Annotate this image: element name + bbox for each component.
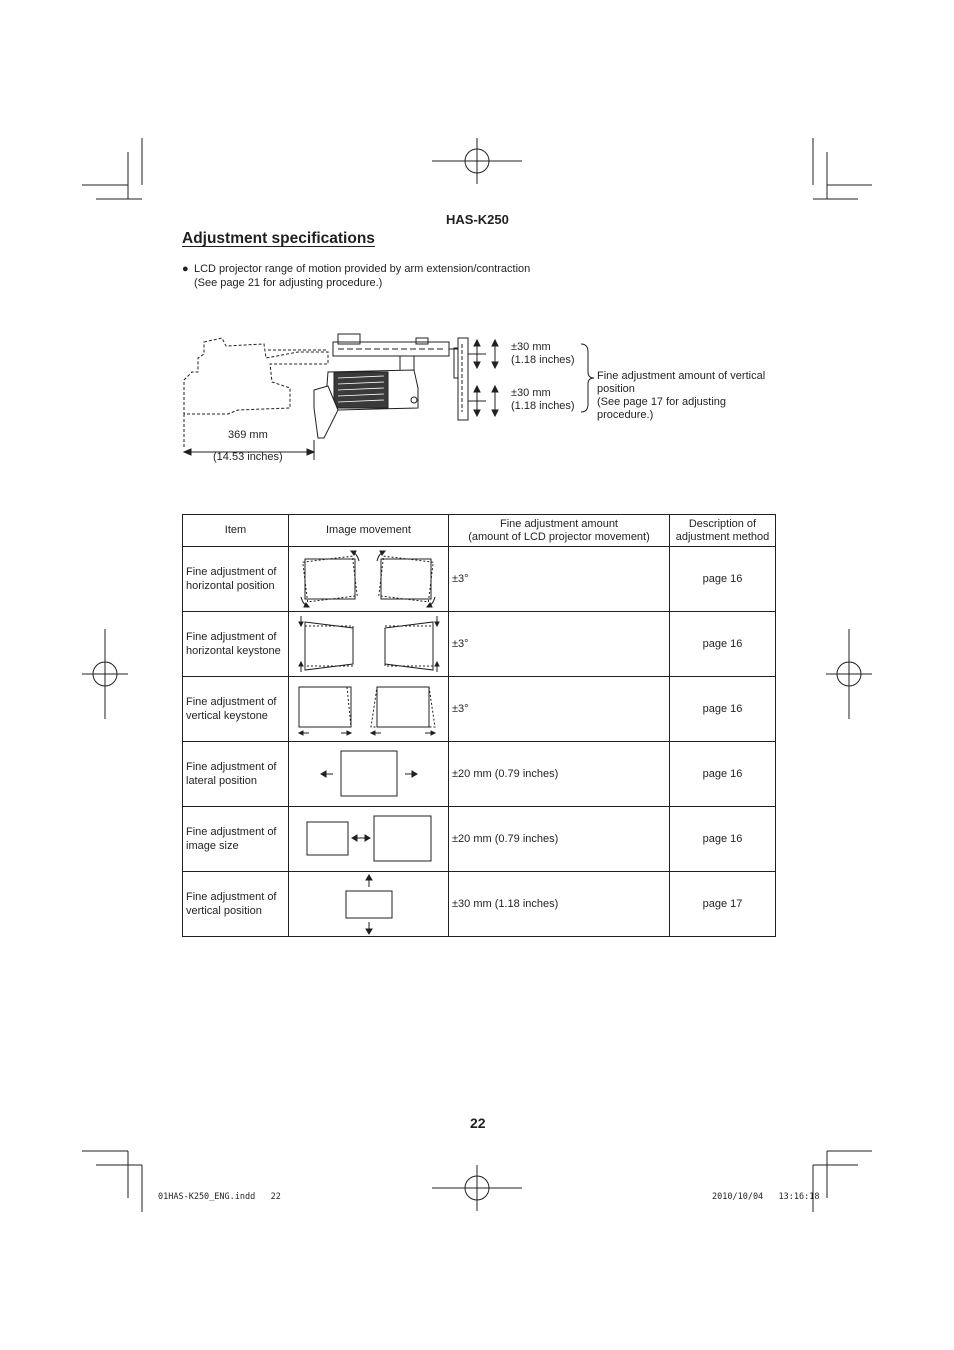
bullet-line-2: (See page 21 for adjusting procedure.) bbox=[194, 277, 383, 289]
lateral-shift-icon bbox=[289, 742, 449, 806]
table-row: Fine adjustment of image size ±20 mm (0.79 inches) page 16 bbox=[183, 807, 776, 872]
header-movement: Image movement bbox=[289, 515, 449, 547]
table-row: Fine adjustment of vertical position ±30 mm (1.18 inches) page 17 bbox=[183, 872, 776, 937]
header-amount: Fine adjustment amount (amount of LCD projector movement) bbox=[449, 515, 670, 547]
registration-mark-left bbox=[82, 629, 128, 719]
vertical-adjust-note: Fine adjustment amount of vertical position (See page 17 for adjusting procedure.) bbox=[597, 370, 766, 421]
registration-mark-right bbox=[826, 629, 872, 719]
lower-vertical-arrow bbox=[468, 386, 498, 416]
lower-range-mm: ±30 mm bbox=[511, 387, 551, 399]
registration-mark-bottom bbox=[432, 1165, 522, 1211]
bullet-icon: ● bbox=[182, 263, 189, 275]
horizontal-keystone-icon bbox=[289, 612, 449, 676]
table-row: Fine adjustment of horizontal position ±3° page 16 bbox=[183, 547, 776, 612]
model-name: HAS-K250 bbox=[446, 212, 509, 227]
upper-vertical-arrow bbox=[468, 340, 498, 368]
arm-length-in: (14.53 inches) bbox=[213, 451, 283, 463]
footer-timestamp: 2010/10/04 13:16:18 bbox=[712, 1192, 820, 1202]
table-row: Fine adjustment of vertical keystone ±3° page 16 bbox=[183, 677, 776, 742]
bullet-line-1: LCD projector range of motion provided by arm extension/contraction bbox=[194, 263, 531, 275]
vertical-keystone-icon bbox=[289, 677, 449, 741]
table-row: Fine adjustment of lateral position ±20 mm (0.79 inches) page 16 bbox=[183, 742, 776, 807]
registration-mark-top bbox=[432, 138, 522, 184]
table-row: Fine adjustment of horizontal keystone ±3° page 16 bbox=[183, 612, 776, 677]
lower-range-in: (1.18 inches) bbox=[511, 400, 575, 412]
section-title: Adjustment specifications bbox=[182, 230, 375, 247]
page-number: 22 bbox=[470, 1115, 486, 1131]
rotate-icon bbox=[289, 547, 449, 611]
resize-icon bbox=[289, 807, 449, 871]
upper-range-mm: ±30 mm bbox=[511, 341, 551, 353]
header-description: Description of adjustment method bbox=[670, 515, 776, 547]
footer-file: 01HAS-K250_ENG.indd 22 bbox=[158, 1192, 281, 1202]
header-item: Item bbox=[183, 515, 289, 547]
adjustment-spec-table bbox=[182, 514, 776, 937]
table-header-row bbox=[183, 515, 776, 547]
arm-length-mm: 369 mm bbox=[228, 429, 268, 441]
upper-range-in: (1.18 inches) bbox=[511, 354, 575, 366]
bullet-note bbox=[182, 262, 530, 290]
vertical-shift-icon bbox=[289, 872, 449, 936]
